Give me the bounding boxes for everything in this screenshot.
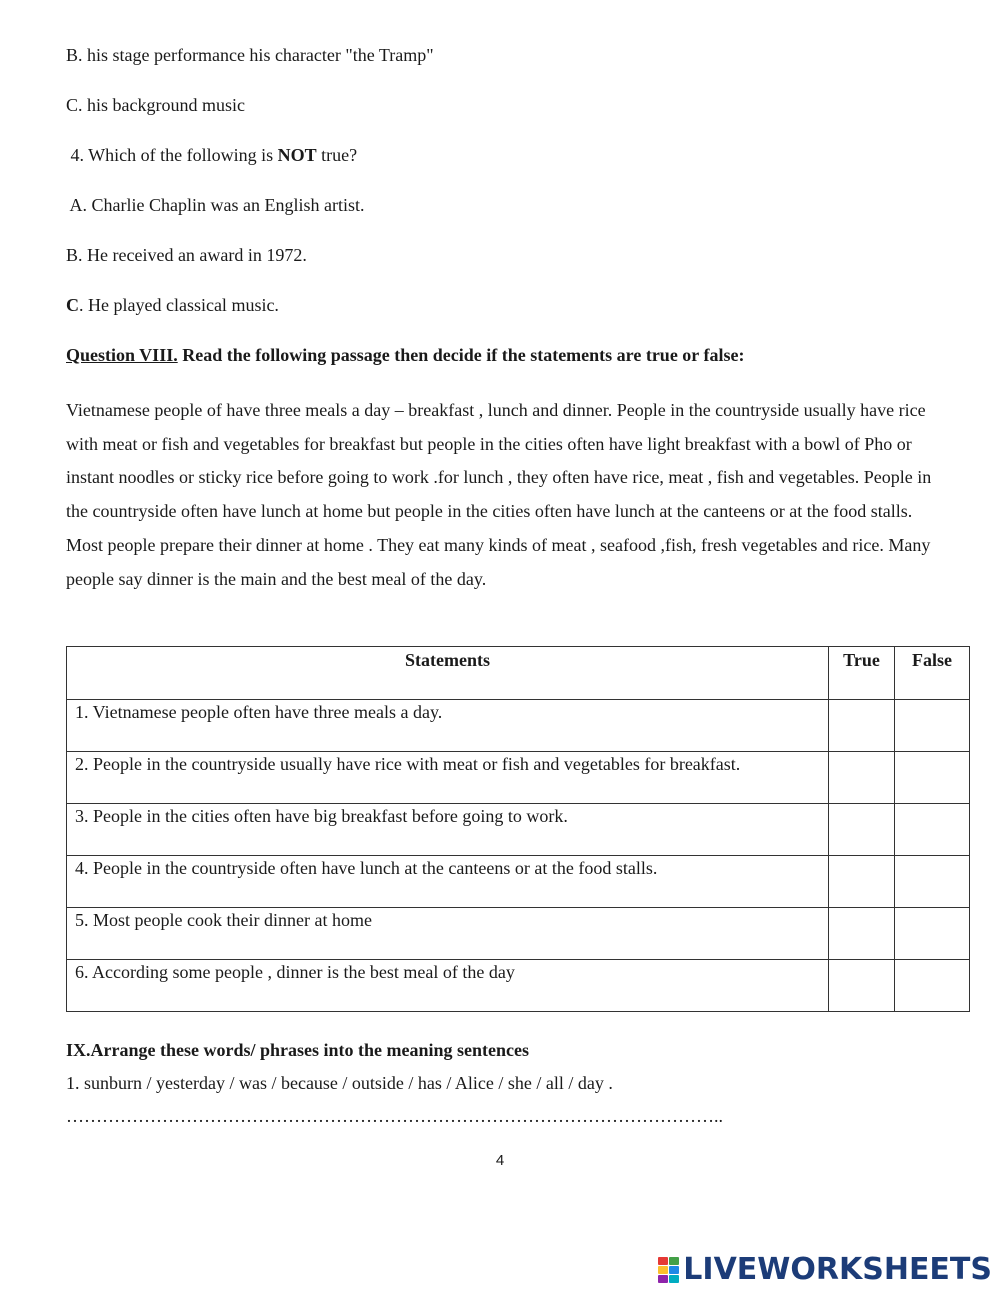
statement-text: 5. Most people cook their dinner at home: [67, 908, 829, 960]
table-row: [67, 908, 970, 960]
logo-text: LIVEWORKSHEETS: [683, 1252, 992, 1287]
header-false: False: [895, 647, 970, 700]
liveworksheets-logo: [658, 1252, 992, 1288]
question-8-heading: [66, 345, 744, 365]
false-cell[interactable]: [895, 752, 970, 804]
question-9-heading: IX.Arrange these words/ phrases into the meaning sentences: [66, 1040, 529, 1060]
option-3b: B. his stage performance his character "the Tramp": [66, 45, 434, 65]
logo-block: [658, 1266, 668, 1274]
true-cell[interactable]: [829, 752, 895, 804]
option-4b: B. He received an award in 1972.: [66, 245, 307, 265]
true-cell[interactable]: [829, 908, 895, 960]
table-row: [67, 752, 970, 804]
option-3c: C. his background music: [66, 95, 245, 115]
option-4c-letter: C: [66, 295, 79, 315]
true-cell[interactable]: [829, 700, 895, 752]
table-row: [67, 856, 970, 908]
logo-block: [669, 1275, 679, 1283]
table-row: [67, 700, 970, 752]
question-4-prefix: 4. Which of the following is: [66, 145, 278, 165]
false-cell[interactable]: [895, 960, 970, 1012]
question-8-instruction: Read the following passage then decide if the statements are true or false:: [177, 345, 745, 365]
question-8-label: Question VIII.: [66, 345, 178, 365]
option-4c: [66, 295, 279, 315]
header-statements: Statements: [67, 647, 829, 700]
true-cell[interactable]: [829, 804, 895, 856]
true-cell[interactable]: [829, 960, 895, 1012]
statement-text: 2. People in the countryside usually have rice with meat or fish and vegetables for breakfast.: [67, 752, 829, 804]
table-row: [67, 804, 970, 856]
false-cell[interactable]: [895, 856, 970, 908]
option-4a: A. Charlie Chaplin was an English artist.: [66, 195, 365, 215]
table-row: [67, 960, 970, 1012]
logo-block: [658, 1275, 668, 1283]
answer-line[interactable]: ………………………………………………………………………………………………..: [66, 1106, 723, 1126]
false-cell[interactable]: [895, 700, 970, 752]
logo-block: [669, 1266, 679, 1274]
question-4: [66, 145, 357, 165]
header-true: True: [829, 647, 895, 700]
option-4c-text: . He played classical music.: [79, 295, 279, 315]
true-cell[interactable]: [829, 856, 895, 908]
page-number: 4: [495, 1152, 505, 1169]
statement-text: 3. People in the cities often have big breakfast before going to work.: [67, 804, 829, 856]
false-cell[interactable]: [895, 804, 970, 856]
logo-block: [658, 1257, 668, 1265]
statements-table: [66, 646, 970, 1012]
reading-passage: Vietnamese people of have three meals a day – breakfast , lunch and dinner. People in the countryside usually have rice with meat or fish and vegetables for breakfast but people in the cities often have light breakfast with a bowl of Pho or instant noodles or sticky rice before going to work .for lunch , they often have rice, meat , fish and vegetables. People in the countryside often have lunch at home but people in the cities often have lunch at the canteens or at the food stalls. Most people prepare their dinner at home . They eat many kinds of meat , seafood ,fish, fresh vegetables and rice. Many people say dinner is the main and the best meal of the day.: [66, 400, 932, 589]
statement-text: 4. People in the countryside often have lunch at the canteens or at the food stalls.: [67, 856, 829, 908]
statement-text: 1. Vietnamese people often have three meals a day.: [67, 700, 829, 752]
question-4-emphasis: NOT: [277, 145, 317, 165]
question-4-suffix: true?: [316, 145, 358, 165]
false-cell[interactable]: [895, 908, 970, 960]
logo-block: [669, 1257, 679, 1265]
statement-text: 6. According some people , dinner is the best meal of the day: [67, 960, 829, 1012]
question-9-item-1: 1. sunburn / yesterday / was / because / outside / has / Alice / she / all / day .: [66, 1073, 613, 1093]
table-header-row: [67, 647, 970, 700]
logo-icon: [658, 1257, 679, 1283]
